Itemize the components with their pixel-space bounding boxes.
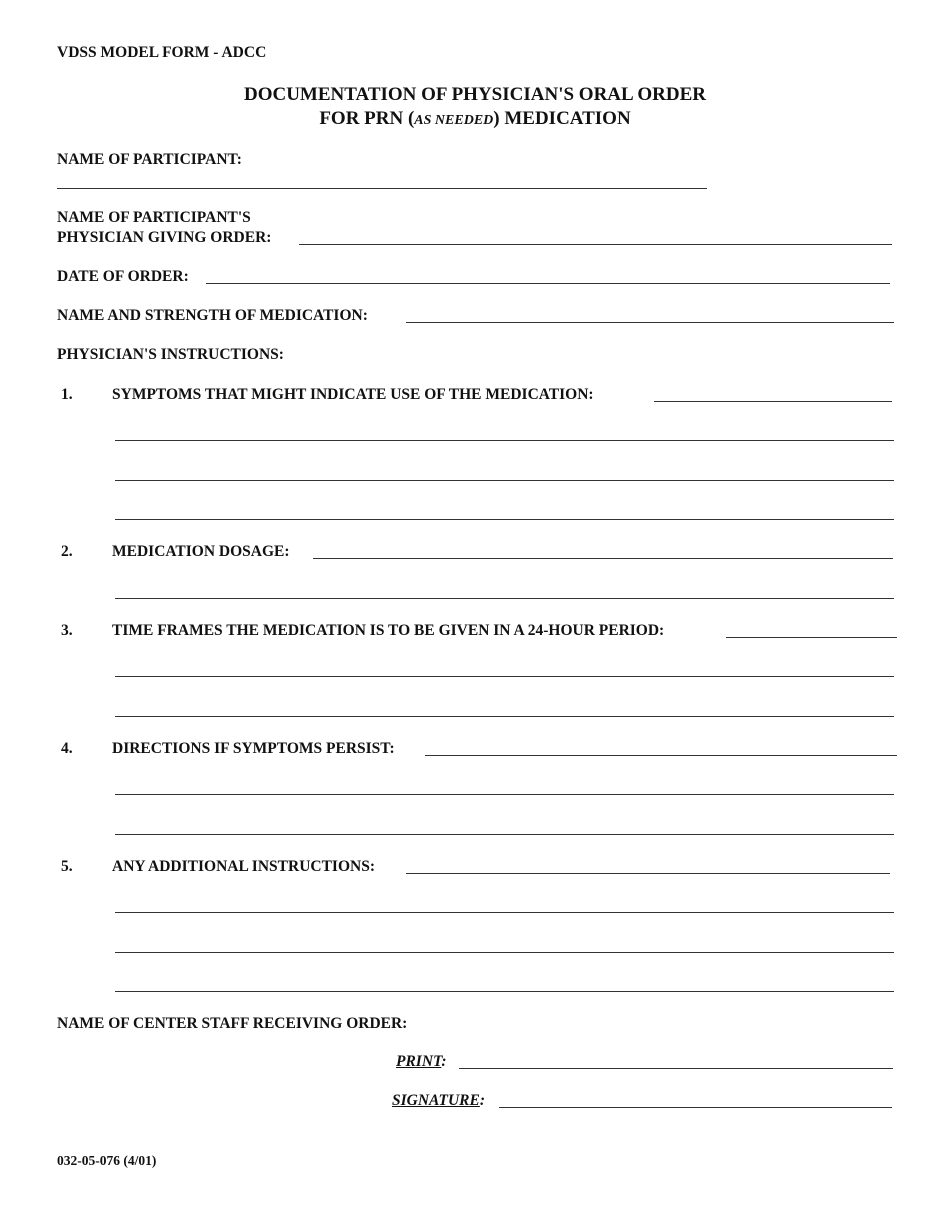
additional-instructions-field[interactable] (406, 873, 890, 874)
instructions-heading: PHYSICIAN'S INSTRUCTIONS: (57, 346, 284, 363)
directions-field-line[interactable] (115, 794, 894, 795)
time-frames-field-line[interactable] (115, 716, 894, 717)
symptoms-field-line[interactable] (115, 519, 894, 520)
form-code: 032-05-076 (4/01) (57, 1153, 157, 1168)
form-title-line2 (0, 107, 950, 133)
print-label-text: PRINT (396, 1053, 442, 1070)
staff-heading: NAME OF CENTER STAFF RECEIVING ORDER: (57, 1015, 408, 1032)
signature-label-colon: : (479, 1092, 486, 1109)
time-frames-field-line[interactable] (115, 676, 894, 677)
item-number: 1. (61, 386, 73, 403)
additional-instructions-field-line[interactable] (115, 991, 894, 992)
item-number: 5. (61, 858, 73, 875)
directions-field[interactable] (425, 755, 897, 756)
dosage-label: MEDICATION DOSAGE: (112, 543, 290, 560)
title-suffix: ) MEDICATION (493, 108, 631, 129)
symptoms-label: SYMPTOMS THAT MIGHT INDICATE USE OF THE MEDICATION: (112, 386, 594, 403)
print-field[interactable] (459, 1068, 893, 1069)
title-prefix: FOR PRN ( (319, 108, 415, 129)
time-frames-label: TIME FRAMES THE MEDICATION IS TO BE GIVEN IN A 24-HOUR PERIOD: (112, 622, 665, 639)
item-number: 3. (61, 622, 73, 639)
item-number: 2. (61, 543, 73, 560)
signature-label (392, 1091, 485, 1111)
print-label-colon: : (441, 1053, 447, 1070)
dosage-field-line[interactable] (115, 598, 894, 599)
signature-label-text: SIGNATURE (392, 1092, 480, 1109)
directions-field-line[interactable] (115, 834, 894, 835)
additional-instructions-field-line[interactable] (115, 912, 894, 913)
physician-label-line2: PHYSICIAN GIVING ORDER: (57, 229, 272, 246)
print-label (396, 1052, 447, 1072)
additional-instructions-field-line[interactable] (115, 952, 894, 953)
date-of-order-label: DATE OF ORDER: (57, 268, 189, 285)
title-italic: AS NEEDED (414, 113, 494, 128)
symptoms-field-line[interactable] (115, 480, 894, 481)
item-number: 4. (61, 740, 73, 757)
medication-name-field[interactable] (406, 322, 894, 323)
additional-instructions-label: ANY ADDITIONAL INSTRUCTIONS: (112, 858, 375, 875)
physician-label-line1: NAME OF PARTICIPANT'S (57, 209, 251, 226)
medication-name-label: NAME AND STRENGTH OF MEDICATION: (57, 307, 368, 324)
participant-name-field[interactable] (57, 188, 707, 189)
physician-name-field[interactable] (299, 244, 892, 245)
symptoms-field-line[interactable] (115, 440, 894, 441)
form-title-line1: DOCUMENTATION OF PHYSICIAN'S ORAL ORDER (243, 84, 707, 105)
directions-label: DIRECTIONS IF SYMPTOMS PERSIST: (112, 740, 395, 757)
date-of-order-field[interactable] (206, 283, 890, 284)
participant-name-label: NAME OF PARTICIPANT: (57, 151, 242, 168)
time-frames-field[interactable] (726, 637, 897, 638)
form-id: VDSS MODEL FORM - ADCC (57, 44, 267, 61)
signature-field[interactable] (499, 1107, 892, 1108)
dosage-field[interactable] (313, 558, 893, 559)
symptoms-field[interactable] (654, 401, 892, 402)
